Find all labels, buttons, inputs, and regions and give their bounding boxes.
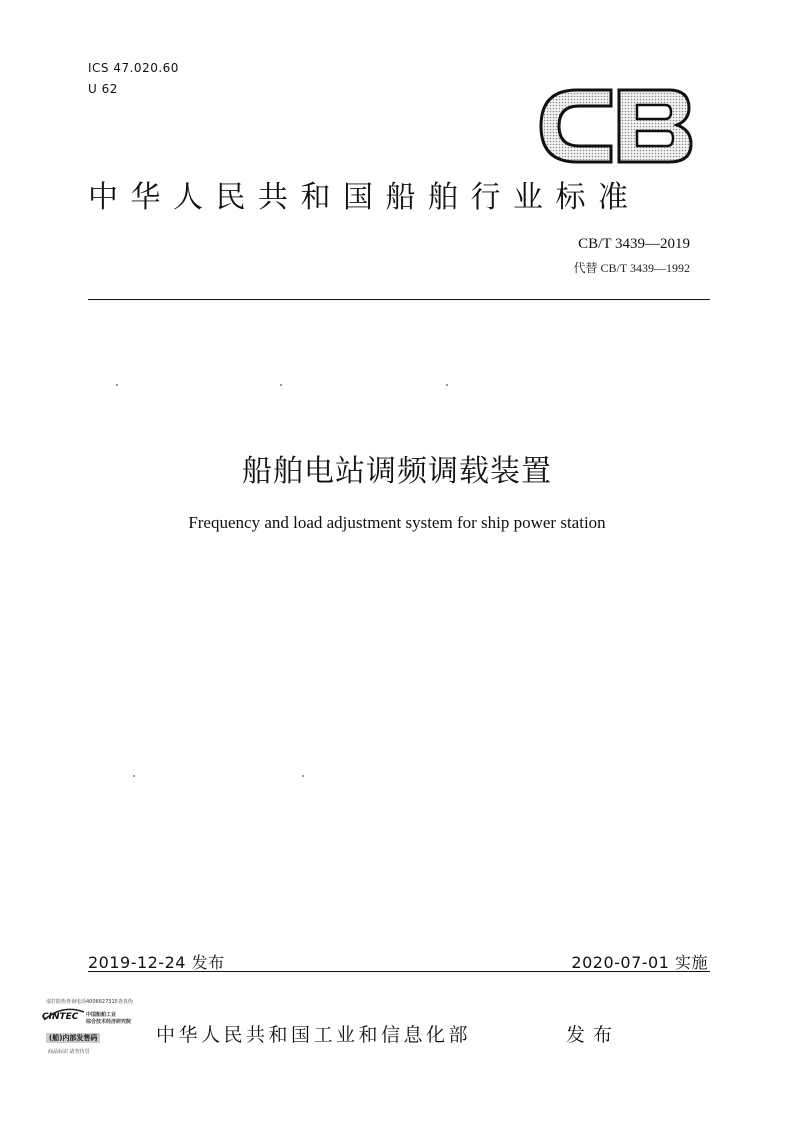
- scan-speck: [302, 775, 304, 777]
- document-title-cn: 船舶电站调频调载装置: [242, 454, 552, 489]
- scan-speck: [280, 384, 282, 386]
- ccs-code: U 62: [88, 82, 118, 96]
- stamp-bottom-text: 商品标识 请勿仿冒: [48, 1049, 90, 1055]
- bottom-divider: [88, 971, 710, 972]
- stamp-top-text: 请打防伪查询电话4006627315查真伪: [46, 999, 133, 1005]
- stamp-org-line1: 中国船舶工业: [86, 1012, 117, 1018]
- document-title-en: Frequency and load adjustment system for ship power station: [188, 513, 606, 532]
- ics-code: ICS 47.020.60: [88, 61, 179, 75]
- stamp-box-text: (船)内部发售码: [46, 1033, 100, 1043]
- implementation-date: 2020-07-01 实施: [571, 953, 708, 972]
- issuing-authority: 中华人民共和国工业和信息化部: [156, 1024, 472, 1046]
- scan-speck: [133, 775, 135, 777]
- scan-speck: [116, 384, 118, 386]
- standard-category-title: 中华人民共和国船舶行业标准: [88, 180, 641, 215]
- replaces-line: [574, 259, 690, 276]
- standard-number: CB/T 3439—2019: [578, 236, 690, 252]
- top-divider: [88, 299, 710, 300]
- stamp-org-line2: 综合技术经济研究院: [86, 1019, 132, 1025]
- scan-speck: [446, 384, 448, 386]
- stamp-mark: CINTEC: [42, 1012, 79, 1022]
- issue-label: 发布: [566, 1024, 621, 1046]
- publish-date: 2019-12-24 发布: [88, 953, 225, 972]
- anti-counterfeit-stamp: [40, 998, 144, 1056]
- replaced-standard: CB/T 3439—1992: [600, 261, 690, 275]
- cb-logo: [537, 86, 695, 166]
- replaces-label: 代替: [573, 261, 598, 275]
